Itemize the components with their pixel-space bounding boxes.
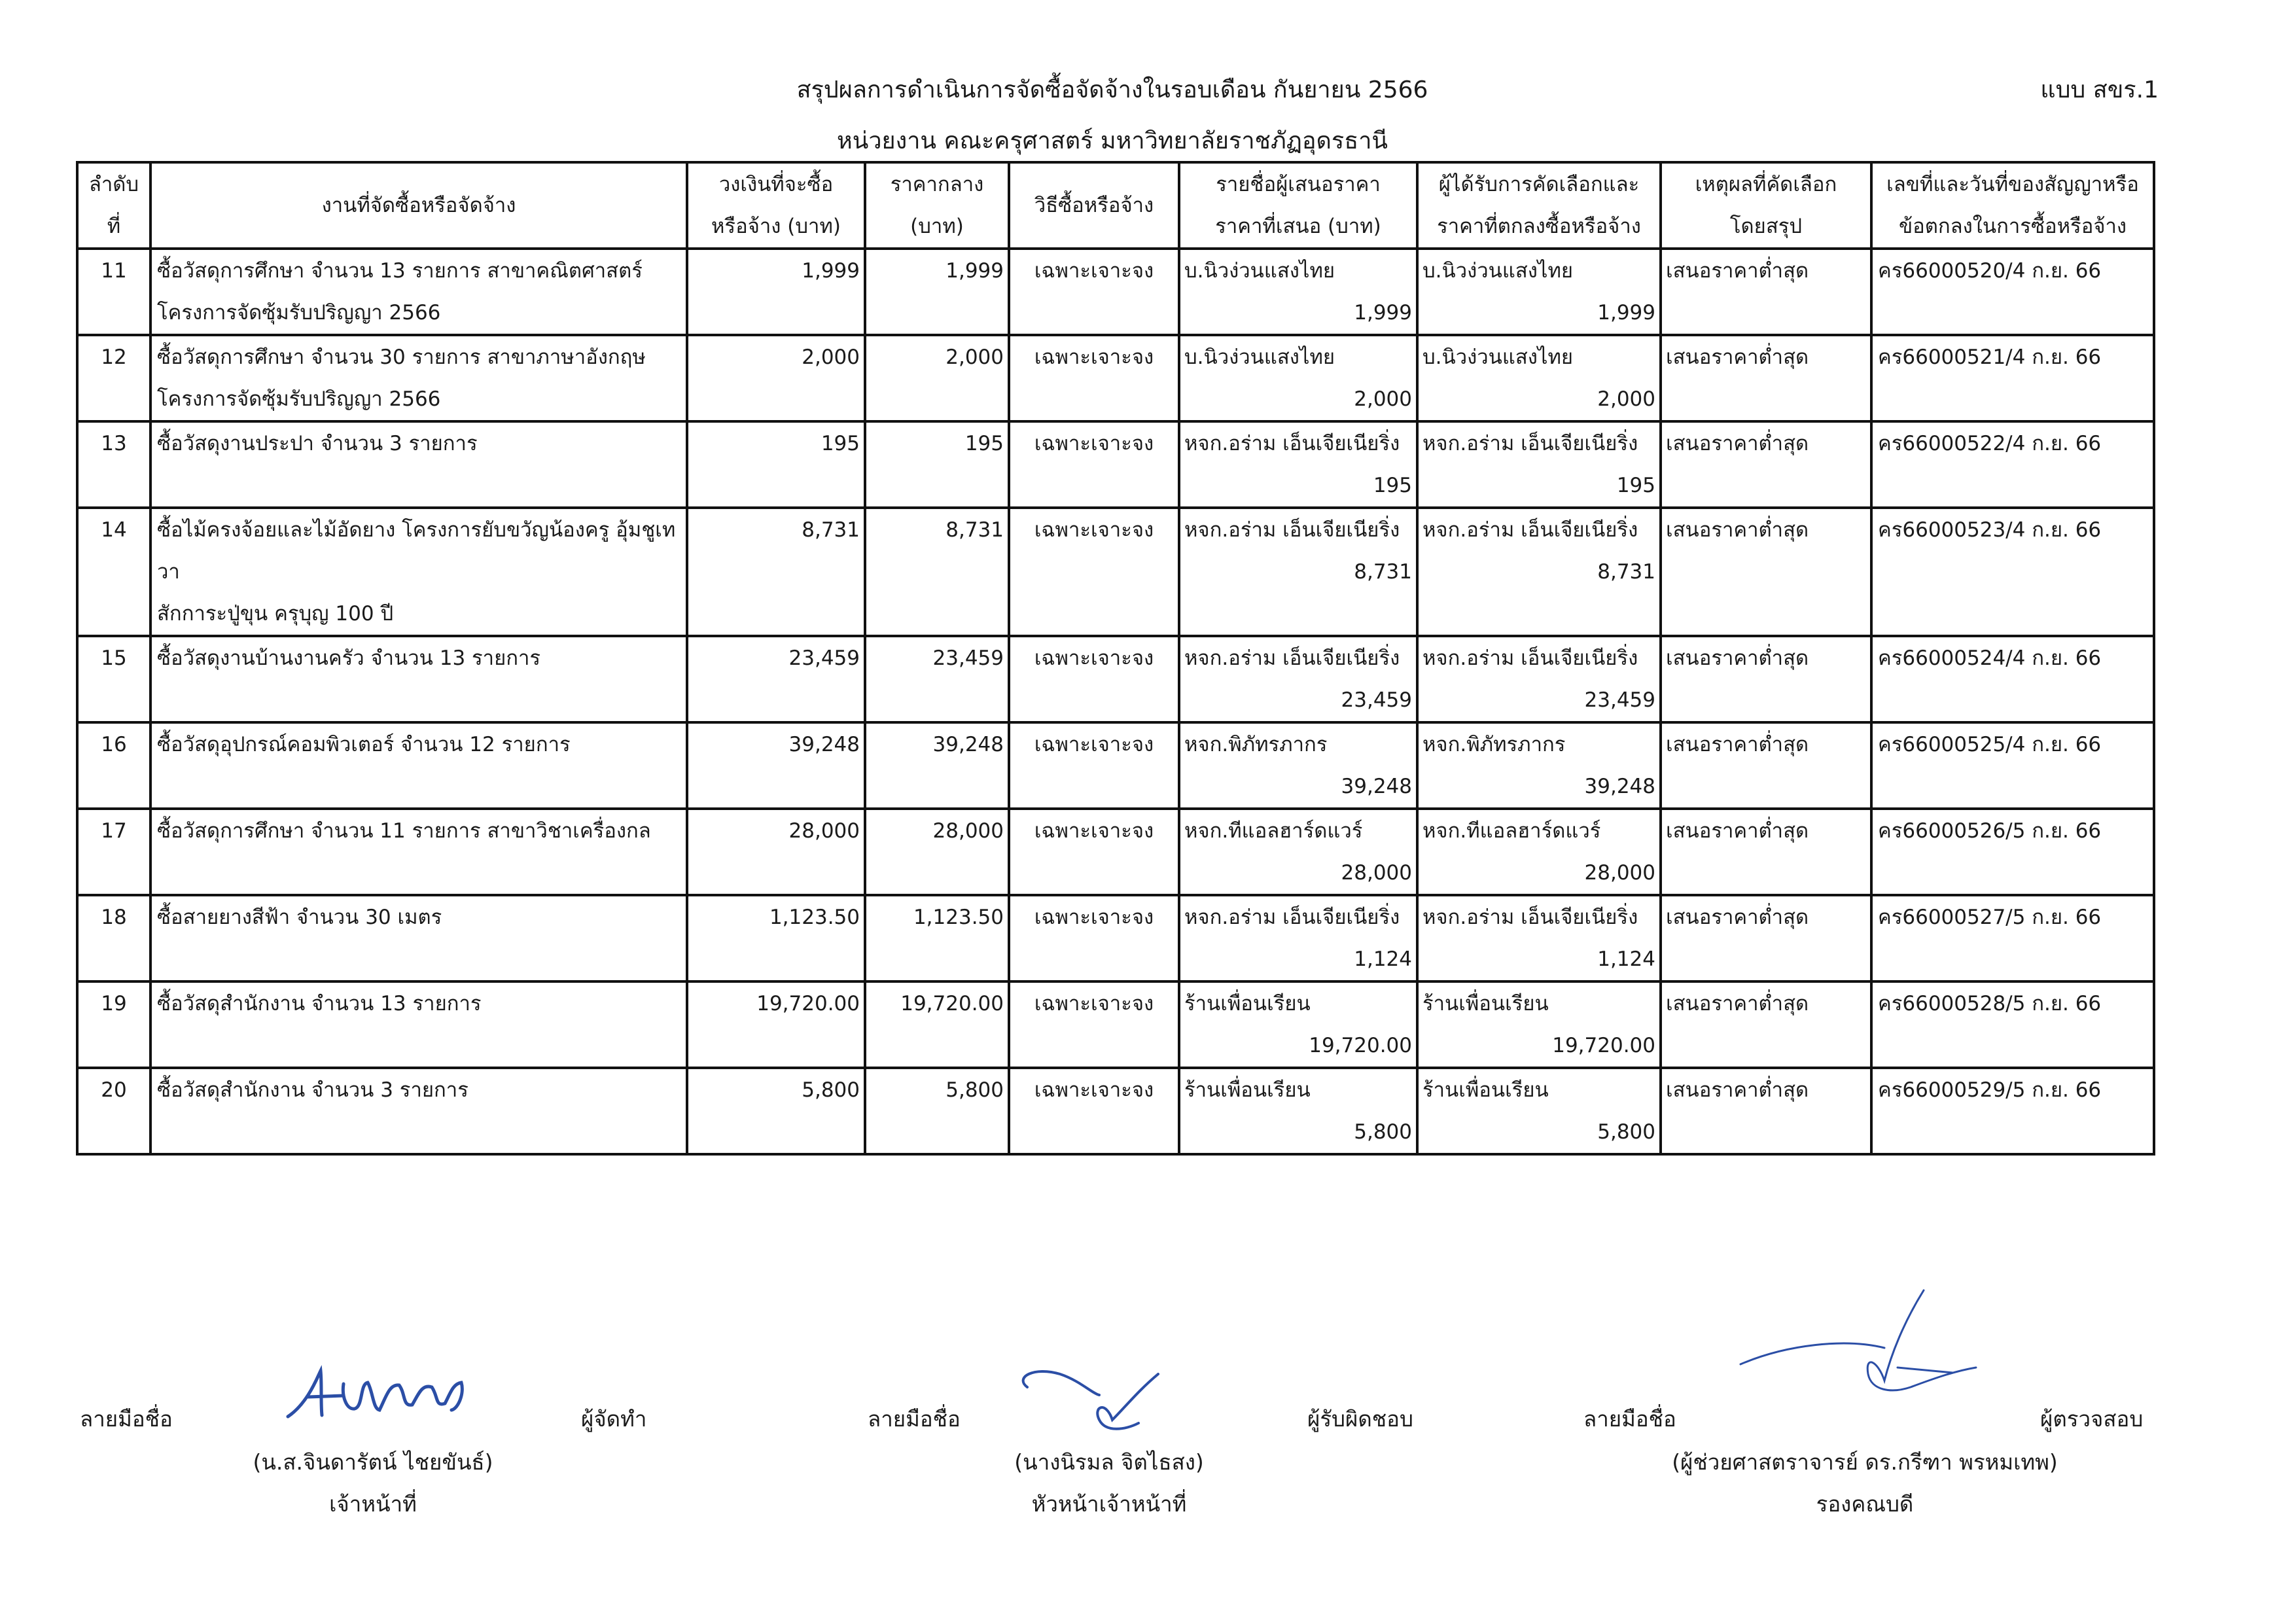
row-contract: คร66000521/4 ก.ย. 66 [1871,335,2154,421]
row-contract: คร66000522/4 ก.ย. 66 [1871,421,2154,508]
row-contract: คร66000524/4 ก.ย. 66 [1871,636,2154,722]
row-winner: บ.นิวง่วนแสงไทย 1,999 [1417,249,1661,335]
header-winner: ผู้ได้รับการคัดเลือกและ ราคาที่ตกลงซื้อหรือจ้าง [1417,162,1661,249]
row-budget: 5,800 [687,1068,865,1154]
header-desc: งานที่จัดซื้อหรือจัดจ้าง [150,162,687,249]
signature-position-1: เจ้าหน้าที่ [329,1491,417,1517]
row-bidder: ร้านเพื่อนเรียน 5,800 [1179,1068,1417,1154]
row-budget: 1,999 [687,249,865,335]
header-bidder: รายชื่อผู้เสนอราคา ราคาที่เสนอ (บาท) [1179,162,1417,249]
row-no: 14 [77,508,150,636]
row-method: เฉพาะเจาะจง [1009,809,1179,895]
row-reason: เสนอราคาต่ำสุด [1661,895,1871,981]
row-budget: 2,000 [687,335,865,421]
row-bidder: หจก.ทีแอลฮาร์ดแวร์ 28,000 [1179,809,1417,895]
row-median: 195 [865,421,1009,508]
row-median: 23,459 [865,636,1009,722]
row-median: 28,000 [865,809,1009,895]
handwritten-signature-3 [1727,1282,1989,1413]
row-desc: ซื้อวัสดุสำนักงาน จำนวน 3 รายการ [150,1068,687,1154]
row-median: 2,000 [865,335,1009,421]
table-row [77,895,2154,981]
row-no: 18 [77,895,150,981]
row-reason: เสนอราคาต่ำสุด [1661,981,1871,1068]
row-contract: คร66000529/5 ก.ย. 66 [1871,1068,2154,1154]
signature-role-1: ผู้จัดทำ [581,1406,647,1432]
row-desc: ซื้อวัสดุการศึกษา จำนวน 30 รายการ สาขาภาษาอังกฤษ โครงการจัดซุ้มรับปริญญา 2566 [150,335,687,421]
signature-name-2: (นางนิรมล จิตไธสง) [1014,1449,1204,1475]
row-bidder: หจก.พิภัทรภากร 39,248 [1179,722,1417,809]
row-bidder: หจก.อร่าม เอ็นเจียเนียริ่ง 1,124 [1179,895,1417,981]
row-winner: ร้านเพื่อนเรียน 19,720.00 [1417,981,1661,1068]
row-winner: หจก.ทีแอลฮาร์ดแวร์ 28,000 [1417,809,1661,895]
table-row [77,421,2154,508]
row-winner: บ.นิวง่วนแสงไทย 2,000 [1417,335,1661,421]
row-no: 15 [77,636,150,722]
signature-label-3: ลายมือชื่อ [1583,1406,1676,1432]
row-reason: เสนอราคาต่ำสุด [1661,636,1871,722]
row-desc: ซื้อวัสดุการศึกษา จำนวน 11 รายการ สาขาวิชาเครื่องกล [150,809,687,895]
row-bidder: หจก.อร่าม เอ็นเจียเนียริ่ง 8,731 [1179,508,1417,636]
row-method: เฉพาะเจาะจง [1009,636,1179,722]
row-desc: ซื้อวัสดุอุปกรณ์คอมพิวเตอร์ จำนวน 12 รายการ [150,722,687,809]
signature-role-2: ผู้รับผิดชอบ [1307,1406,1413,1432]
row-contract: คร66000527/5 ก.ย. 66 [1871,895,2154,981]
procurement-table [76,161,2155,1156]
row-contract: คร66000523/4 ก.ย. 66 [1871,508,2154,636]
header-method: วิธีซื้อหรือจ้าง [1009,162,1179,249]
row-bidder: บ.นิวง่วนแสงไทย 2,000 [1179,335,1417,421]
row-median: 19,720.00 [865,981,1009,1068]
row-contract: คร66000525/4 ก.ย. 66 [1871,722,2154,809]
row-no: 13 [77,421,150,508]
table-row [77,809,2154,895]
row-budget: 28,000 [687,809,865,895]
table-row [77,722,2154,809]
row-method: เฉพาะเจาะจง [1009,722,1179,809]
row-desc: ซื้อวัสดุสำนักงาน จำนวน 13 รายการ [150,981,687,1068]
header-no: ลำดับ ที่ [77,162,150,249]
row-desc: ซื้อไม้ครงจ้อยและไม้อัดยาง โครงการยับขวัญน้องครู อุ้มชูเทวา สักการะปู่ขุน ครุบุญ 100 ปี [150,508,687,636]
document-subtitle: หน่วยงาน คณะครุศาสตร์ มหาวิทยาลัยราชภัฏอุดรธานี [836,128,1388,154]
row-budget: 195 [687,421,865,508]
row-bidder: หจก.อร่าม เอ็นเจียเนียริ่ง 195 [1179,421,1417,508]
signature-label-1: ลายมือชื่อ [80,1406,173,1432]
signature-label-2: ลายมือชื่อ [868,1406,961,1432]
row-contract: คร66000526/5 ก.ย. 66 [1871,809,2154,895]
row-winner: ร้านเพื่อนเรียน 5,800 [1417,1068,1661,1154]
row-reason: เสนอราคาต่ำสุด [1661,1068,1871,1154]
form-code: แบบ สขร.1 [2040,77,2159,103]
row-winner: หจก.อร่าม เอ็นเจียเนียริ่ง 23,459 [1417,636,1661,722]
table-row [77,981,2154,1068]
row-method: เฉพาะเจาะจง [1009,335,1179,421]
row-no: 20 [77,1068,150,1154]
row-reason: เสนอราคาต่ำสุด [1661,335,1871,421]
table-row [77,335,2154,421]
row-reason: เสนอราคาต่ำสุด [1661,249,1871,335]
row-reason: เสนอราคาต่ำสุด [1661,809,1871,895]
row-winner: หจก.อร่าม เอ็นเจียเนียริ่ง 8,731 [1417,508,1661,636]
row-method: เฉพาะเจาะจง [1009,981,1179,1068]
row-budget: 8,731 [687,508,865,636]
table-row [77,636,2154,722]
header-budget: วงเงินที่จะซื้อ หรือจ้าง (บาท) [687,162,865,249]
row-no: 17 [77,809,150,895]
row-median: 8,731 [865,508,1009,636]
row-budget: 19,720.00 [687,981,865,1068]
table-header-row [77,162,2154,249]
row-bidder: ร้านเพื่อนเรียน 19,720.00 [1179,981,1417,1068]
table-row [77,249,2154,335]
row-contract: คร66000520/4 ก.ย. 66 [1871,249,2154,335]
row-median: 5,800 [865,1068,1009,1154]
signature-name-1: (น.ส.จินดารัตน์ ไชยขันธ์) [253,1449,493,1475]
row-budget: 1,123.50 [687,895,865,981]
signature-position-2: หัวหน้าเจ้าหน้าที่ [1031,1491,1187,1517]
row-no: 16 [77,722,150,809]
row-winner: หจก.พิภัทรภากร 39,248 [1417,722,1661,809]
signature-position-3: รองคณบดี [1816,1491,1914,1517]
signature-name-3: (ผู้ช่วยศาสตราจารย์ ดร.กรีฑา พรหมเทพ) [1672,1449,2058,1475]
row-reason: เสนอราคาต่ำสุด [1661,722,1871,809]
row-no: 12 [77,335,150,421]
signature-role-3: ผู้ตรวจสอบ [2040,1406,2144,1432]
row-method: เฉพาะเจาะจง [1009,249,1179,335]
row-budget: 23,459 [687,636,865,722]
row-budget: 39,248 [687,722,865,809]
row-reason: เสนอราคาต่ำสุด [1661,508,1871,636]
row-bidder: บ.นิวง่วนแสงไทย 1,999 [1179,249,1417,335]
row-desc: ซื้อวัสดุงานประปา จำนวน 3 รายการ [150,421,687,508]
row-reason: เสนอราคาต่ำสุด [1661,421,1871,508]
row-no: 19 [77,981,150,1068]
document-title: สรุปผลการดำเนินการจัดซื้อจัดจ้างในรอบเดือน กันยายน 2566 [796,77,1428,103]
table-row [77,1068,2154,1154]
row-desc: ซื้อวัสดุการศึกษา จำนวน 13 รายการ สาขาคณิตศาสตร์ โครงการจัดซุ้มรับปริญญา 2566 [150,249,687,335]
row-median: 39,248 [865,722,1009,809]
row-winner: หจก.อร่าม เอ็นเจียเนียริ่ง 1,124 [1417,895,1661,981]
row-desc: ซื้อวัสดุงานบ้านงานครัว จำนวน 13 รายการ [150,636,687,722]
row-contract: คร66000528/5 ก.ย. 66 [1871,981,2154,1068]
handwritten-signature-1 [281,1358,471,1430]
row-no: 11 [77,249,150,335]
handwritten-signature-2 [1008,1361,1178,1439]
header-contract: เลขที่และวันที่ของสัญญาหรือ ข้อตกลงในการซื้อหรือจ้าง [1871,162,2154,249]
row-method: เฉพาะเจาะจง [1009,421,1179,508]
row-median: 1,123.50 [865,895,1009,981]
row-winner: หจก.อร่าม เอ็นเจียเนียริ่ง 195 [1417,421,1661,508]
row-median: 1,999 [865,249,1009,335]
header-median: ราคากลาง (บาท) [865,162,1009,249]
row-desc: ซื้อสายยางสีฟ้า จำนวน 30 เมตร [150,895,687,981]
table-row [77,508,2154,636]
row-method: เฉพาะเจาะจง [1009,1068,1179,1154]
row-bidder: หจก.อร่าม เอ็นเจียเนียริ่ง 23,459 [1179,636,1417,722]
row-method: เฉพาะเจาะจง [1009,508,1179,636]
header-reason: เหตุผลที่คัดเลือก โดยสรุป [1661,162,1871,249]
row-method: เฉพาะเจาะจง [1009,895,1179,981]
